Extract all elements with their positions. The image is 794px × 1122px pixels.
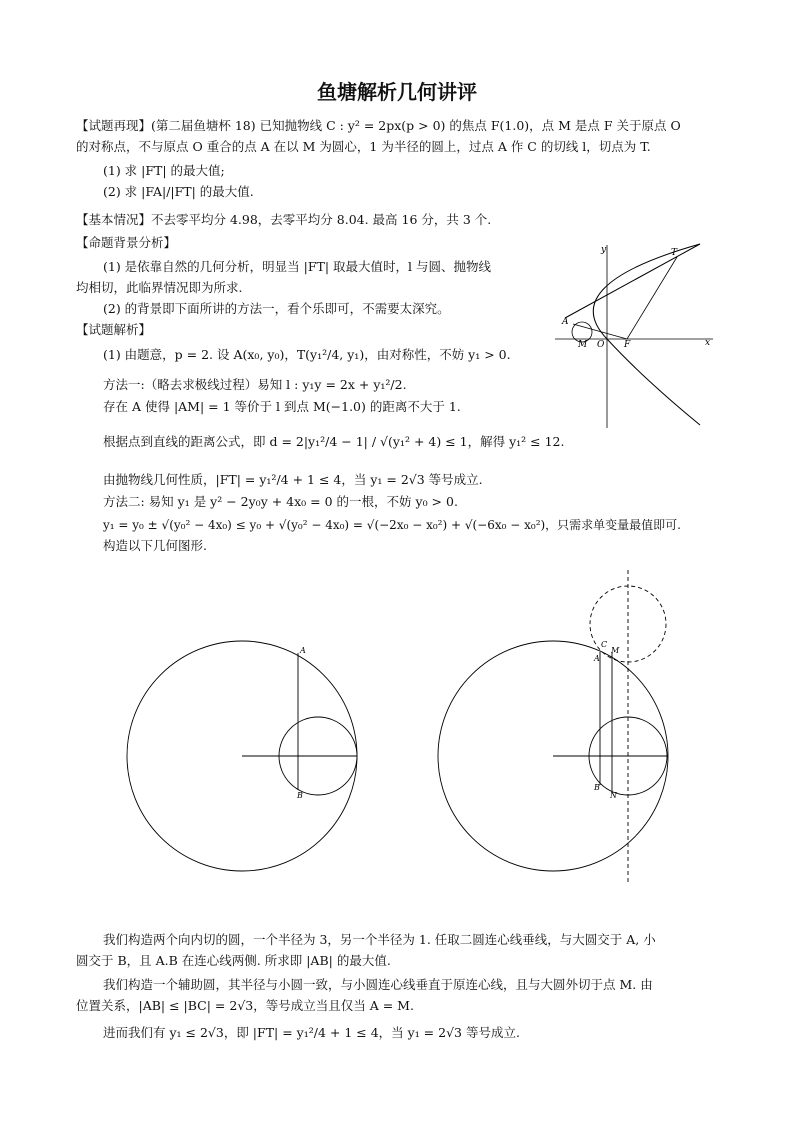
label-y: y	[601, 245, 607, 255]
closing-p2a: 我们构造一个辅助圆，其半径与小圆一致，与小圆连心线垂直于原连心线，且与大圆外切于点 M. 由	[103, 977, 653, 992]
background-p1b: 均相切，此临界情况即为所求.	[76, 280, 243, 295]
basic-info: 【基本情况】不去零平均分 4.98，去零平均分 8.04. 最高 16 分，共 3 个.	[76, 212, 492, 227]
left-circle-figure	[127, 641, 357, 871]
label-b: B	[297, 791, 303, 800]
analysis-step-1: (1) 由题意，p = 2. 设 A(x₀, y₀)，T(y₁²/4, y₁)，由对称性，不妨 y₁ > 0.	[103, 347, 511, 362]
problem-line-2: 的对称点，不与原点 O 重合的点 A 在以 M 为圆心，1 为半径的圆上，过点 A 作 C 的切线 l，切点为 T.	[76, 139, 651, 154]
method-1b: 存在 A 使得 |AM| = 1 等价于 l 到点 M(−1.0) 的距离不大于 1.	[103, 399, 461, 414]
label-c: C	[601, 640, 608, 649]
right-circle-figure	[438, 570, 668, 885]
label-x: x	[705, 338, 711, 348]
method-2b: y₁ = y₀ ± √(y₀² − 4x₀) ≤ y₀ + √(y₀² − 4x₀) = √(−2x₀ − x₀²) + √(−6x₀ − x₀²)，只需求单变量最值即可.	[103, 518, 681, 532]
closing-p2b: 位置关系，|AB| ≤ |BC| = 2√3，等号成立当且仅当 A = M.	[76, 998, 414, 1013]
method-1d: 由抛物线几何性质，|FT| = y₁²/4 + 1 ≤ 4，当 y₁ = 2√3 等号成立.	[103, 472, 483, 487]
label-m: M	[578, 340, 588, 350]
question-2: (2) 求 |FA|/|FT| 的最大值.	[103, 184, 254, 199]
parabola-figure	[555, 240, 715, 430]
label-t: T	[671, 248, 678, 258]
question-1: (1) 求 |FT| 的最大值;	[103, 163, 225, 178]
closing-p3: 进而我们有 y₁ ≤ 2√3，即 |FT| = y₁²/4 + 1 ≤ 4，当 y₁ = 2√3 等号成立.	[103, 1025, 520, 1040]
analysis-heading: 【试题解析】	[76, 322, 152, 337]
method-1: 方法一:（略去求极线过程）易知 l : y₁y = 2x + y₁²/2.	[103, 377, 407, 392]
closing-p1a: 我们构造两个向内切的圆，一个半径为 3，另一个半径为 1. 任取二圆连心线垂线，与大圆交于 A, 小	[103, 932, 656, 947]
label-m: M	[611, 646, 620, 655]
background-heading: 【命题背景分析】	[76, 235, 177, 250]
method-2c: 构造以下几何图形.	[103, 538, 207, 553]
method-1c: 根据点到直线的距离公式，即 d = 2|y₁²/4 − 1| / √(y₁² + 4) ≤ 1，解得 y₁² ≤ 12.	[103, 434, 565, 449]
segment-af	[573, 324, 627, 339]
method-2: 方法二: 易知 y₁ 是 y² − 2y₀y + 4x₀ = 0 的一根，不妨 y₀ > 0.	[103, 494, 458, 509]
label-a: A	[594, 654, 600, 663]
background-p2: (2) 的背景即下面所讲的方法一，看个乐即可，不需要太深究。	[103, 301, 450, 316]
closing-p1b: 圆交于 B，且 A.B 在连心线两侧. 所求即 |AB| 的最大值.	[76, 953, 391, 968]
label-a: A	[300, 646, 306, 655]
segment-ft	[627, 257, 677, 339]
circle-figures	[100, 560, 700, 900]
label-f: F	[624, 340, 631, 350]
parabola-curve	[593, 244, 700, 425]
label-o: O	[597, 340, 605, 350]
label-b: B	[594, 783, 600, 792]
label-n: N	[610, 791, 617, 800]
background-p1a: (1) 是依靠自然的几何分析，明显当 |FT| 取最大值时，l 与圆、抛物线	[103, 259, 492, 274]
label-a: A	[562, 317, 569, 327]
page-title: 鱼塘解析几何讲评	[317, 80, 477, 104]
problem-line-1: 【试题再现】(第二届鱼塘杯 18) 已知抛物线 C : y² = 2px(p > 0) 的焦点 F(1.0)，点 M 是点 F 关于原点 O	[76, 118, 681, 133]
tangent-line	[565, 244, 700, 318]
